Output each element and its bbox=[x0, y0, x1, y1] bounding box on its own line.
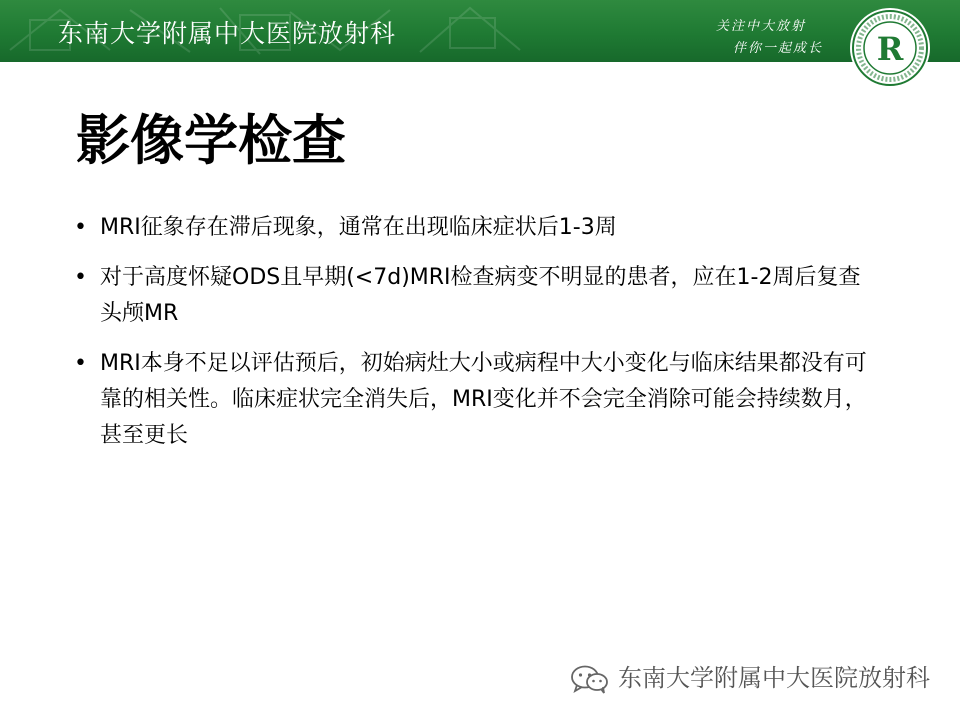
bullet-list bbox=[72, 210, 882, 468]
slogan-line-1: 关注中大放射 bbox=[716, 19, 807, 34]
hospital-name: 东南大学附属中大医院放射科 bbox=[58, 19, 397, 48]
bullet-item bbox=[72, 260, 882, 332]
footer-brand-text: 东南大学附属中大医院放射科 bbox=[618, 664, 930, 692]
bullet-text: 对于高度怀疑ODS且早期(<7d)MRI检查病变不明显的患者，应在1-2周后复查头颅MR bbox=[100, 265, 861, 326]
bullet-item bbox=[72, 210, 882, 246]
bullet-marker: • bbox=[74, 215, 87, 240]
page-title: 影像学检查 bbox=[76, 109, 346, 172]
bullet-item bbox=[72, 346, 882, 454]
bullet-marker: • bbox=[74, 351, 87, 376]
wechat-icon bbox=[570, 664, 610, 694]
department-logo bbox=[848, 6, 932, 90]
logo-letter: R bbox=[876, 30, 904, 68]
bullet-marker: • bbox=[74, 265, 87, 290]
bullet-text: MRI本身不足以评估预后，初始病灶大小或病程中大小变化与临床结果都没有可靠的相关性。临床症状完全消失后，MRI变化并不会完全消除可能会持续数月，甚至更长 bbox=[100, 351, 867, 448]
slogan-line-2: 伴你一起成长 bbox=[733, 41, 824, 56]
header-bar bbox=[0, 0, 960, 62]
bullet-text: MRI征象存在滞后现象，通常在出现临床症状后1-3周 bbox=[100, 215, 617, 240]
